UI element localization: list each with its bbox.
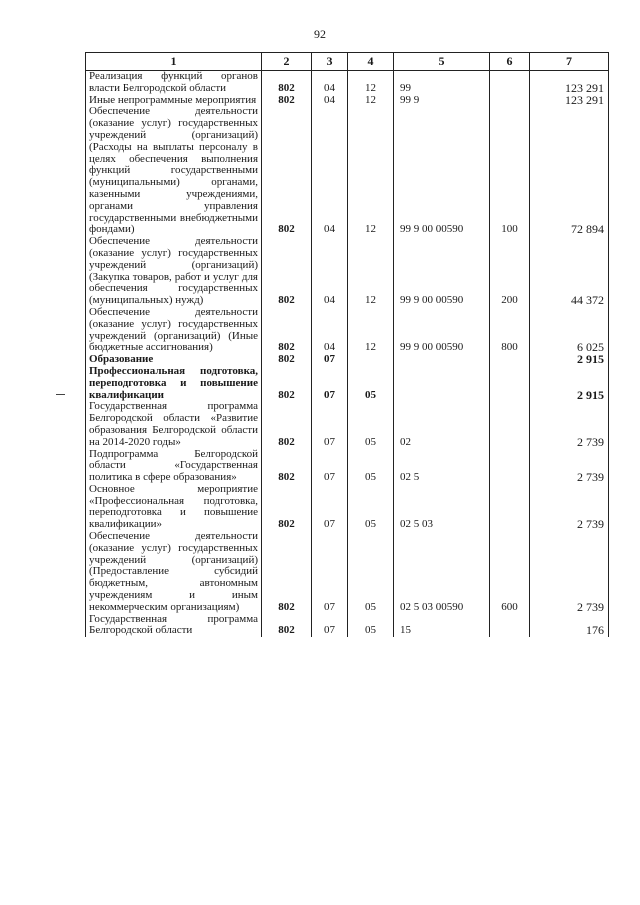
row-code-admin: 802	[262, 366, 312, 401]
row-code-admin: 802	[262, 95, 312, 107]
row-code-subsection: 05	[348, 531, 394, 614]
row-code-section: 07	[312, 354, 348, 366]
row-code-target	[394, 354, 490, 366]
row-amount: 123 291	[530, 71, 609, 95]
row-code-expense-type	[490, 401, 530, 448]
row-code-expense-type	[490, 95, 530, 107]
row-code-subsection: 12	[348, 307, 394, 354]
table-row	[86, 614, 609, 638]
row-name: Реализация функций органов власти Белгородской области	[86, 71, 262, 95]
column-header-4: 4	[348, 53, 394, 71]
row-code-target: 02 5 03	[394, 484, 490, 531]
row-code-admin: 802	[262, 236, 312, 307]
row-code-admin: 802	[262, 531, 312, 614]
table-row	[86, 106, 609, 236]
row-code-subsection: 05	[348, 366, 394, 401]
row-code-target: 15	[394, 614, 490, 638]
row-code-target: 99 9 00 00590	[394, 106, 490, 236]
budget-table	[85, 52, 609, 637]
row-code-section: 04	[312, 236, 348, 307]
row-code-target: 99 9 00 00590	[394, 307, 490, 354]
row-code-subsection: 05	[348, 614, 394, 638]
row-code-expense-type	[490, 484, 530, 531]
row-code-expense-type	[490, 354, 530, 366]
column-header-7: 7	[530, 53, 609, 71]
row-name: Профессиональная подготовка, переподготовка и повышение квалификации	[86, 366, 262, 401]
margin-mark	[56, 394, 65, 395]
table-header-row	[86, 53, 609, 71]
row-code-target: 99 9 00 00590	[394, 236, 490, 307]
row-code-section: 04	[312, 307, 348, 354]
row-code-section: 07	[312, 614, 348, 638]
row-code-target: 02 5 03 00590	[394, 531, 490, 614]
row-code-target: 02 5	[394, 449, 490, 484]
row-code-admin: 802	[262, 449, 312, 484]
column-header-1: 1	[86, 53, 262, 71]
row-code-target: 99	[394, 71, 490, 95]
page-number: 92	[314, 27, 326, 41]
table-row	[86, 449, 609, 484]
row-code-admin: 802	[262, 354, 312, 366]
row-amount: 2 739	[530, 449, 609, 484]
row-name: Обеспечение деятельности (оказание услуг) государственных учреждений (организаций) (Предоставление субсидий бюджетным, автономным учреждениям и иным некоммерческим организациям)	[86, 531, 262, 614]
row-code-target: 99 9	[394, 95, 490, 107]
row-code-subsection: 12	[348, 236, 394, 307]
table-row	[86, 401, 609, 448]
row-amount: 2 915	[530, 366, 609, 401]
row-name: Иные непрограммные мероприятия	[86, 95, 262, 107]
row-name: Обеспечение деятельности (оказание услуг) государственных учреждений (организаций) (Иные бюджетные ассигнования)	[86, 307, 262, 354]
table-body	[86, 71, 609, 638]
row-code-section: 07	[312, 366, 348, 401]
row-amount: 176	[530, 614, 609, 638]
row-code-admin: 802	[262, 401, 312, 448]
row-code-expense-type: 100	[490, 106, 530, 236]
row-code-admin: 802	[262, 614, 312, 638]
row-code-subsection: 05	[348, 401, 394, 448]
row-amount: 123 291	[530, 95, 609, 107]
row-code-subsection: 12	[348, 71, 394, 95]
row-code-admin: 802	[262, 71, 312, 95]
row-code-target	[394, 366, 490, 401]
column-header-5: 5	[394, 53, 490, 71]
row-amount: 72 894	[530, 106, 609, 236]
column-header-3: 3	[312, 53, 348, 71]
row-code-section: 04	[312, 71, 348, 95]
row-code-admin: 802	[262, 484, 312, 531]
row-name: Обеспечение деятельности (оказание услуг) государственных учреждений (организаций) (Расходы на выплаты персоналу в целях обеспечения выполнения функций государственными (муниципальными) органами, казенными учреждениями, органами управления государственными внебюджетными фондами)	[86, 106, 262, 236]
row-code-expense-type: 600	[490, 531, 530, 614]
column-header-6: 6	[490, 53, 530, 71]
table-row	[86, 531, 609, 614]
table-row	[86, 484, 609, 531]
row-code-section: 07	[312, 449, 348, 484]
row-amount: 2 739	[530, 484, 609, 531]
row-code-expense-type	[490, 449, 530, 484]
row-name: Основное мероприятие «Профессиональная подготовка, переподготовка и повышение квалификации»	[86, 484, 262, 531]
row-amount: 2 739	[530, 401, 609, 448]
row-code-section: 07	[312, 484, 348, 531]
row-amount: 6 025	[530, 307, 609, 354]
row-name: Подпрограмма Белгородской области «Государственная политика в сфере образования»	[86, 449, 262, 484]
table-row	[86, 236, 609, 307]
row-name: Обеспечение деятельности (оказание услуг) государственных учреждений (организаций) (Закупка товаров, работ и услуг для обеспечения государственных (муниципальных) нужд)	[86, 236, 262, 307]
row-amount: 2 739	[530, 531, 609, 614]
row-code-subsection: 12	[348, 106, 394, 236]
table-row	[86, 366, 609, 401]
row-code-subsection: 12	[348, 95, 394, 107]
row-code-expense-type	[490, 71, 530, 95]
row-code-expense-type: 200	[490, 236, 530, 307]
row-code-expense-type	[490, 614, 530, 638]
row-code-expense-type: 800	[490, 307, 530, 354]
row-code-target: 02	[394, 401, 490, 448]
row-amount: 2 915	[530, 354, 609, 366]
row-name: Государственная программа Белгородской области «Развитие образования Белгородской области на 2014-2020 годы»	[86, 401, 262, 448]
row-code-subsection: 05	[348, 449, 394, 484]
column-header-2: 2	[262, 53, 312, 71]
row-code-subsection: 05	[348, 484, 394, 531]
row-code-subsection	[348, 354, 394, 366]
table-row	[86, 307, 609, 354]
row-code-section: 04	[312, 95, 348, 107]
row-code-admin: 802	[262, 106, 312, 236]
row-name: Образование	[86, 354, 262, 366]
row-code-section: 07	[312, 531, 348, 614]
row-name: Государственная программа Белгородской области	[86, 614, 262, 638]
row-code-section: 04	[312, 106, 348, 236]
row-amount: 44 372	[530, 236, 609, 307]
table-row	[86, 71, 609, 95]
row-code-expense-type	[490, 366, 530, 401]
row-code-admin: 802	[262, 307, 312, 354]
row-code-section: 07	[312, 401, 348, 448]
